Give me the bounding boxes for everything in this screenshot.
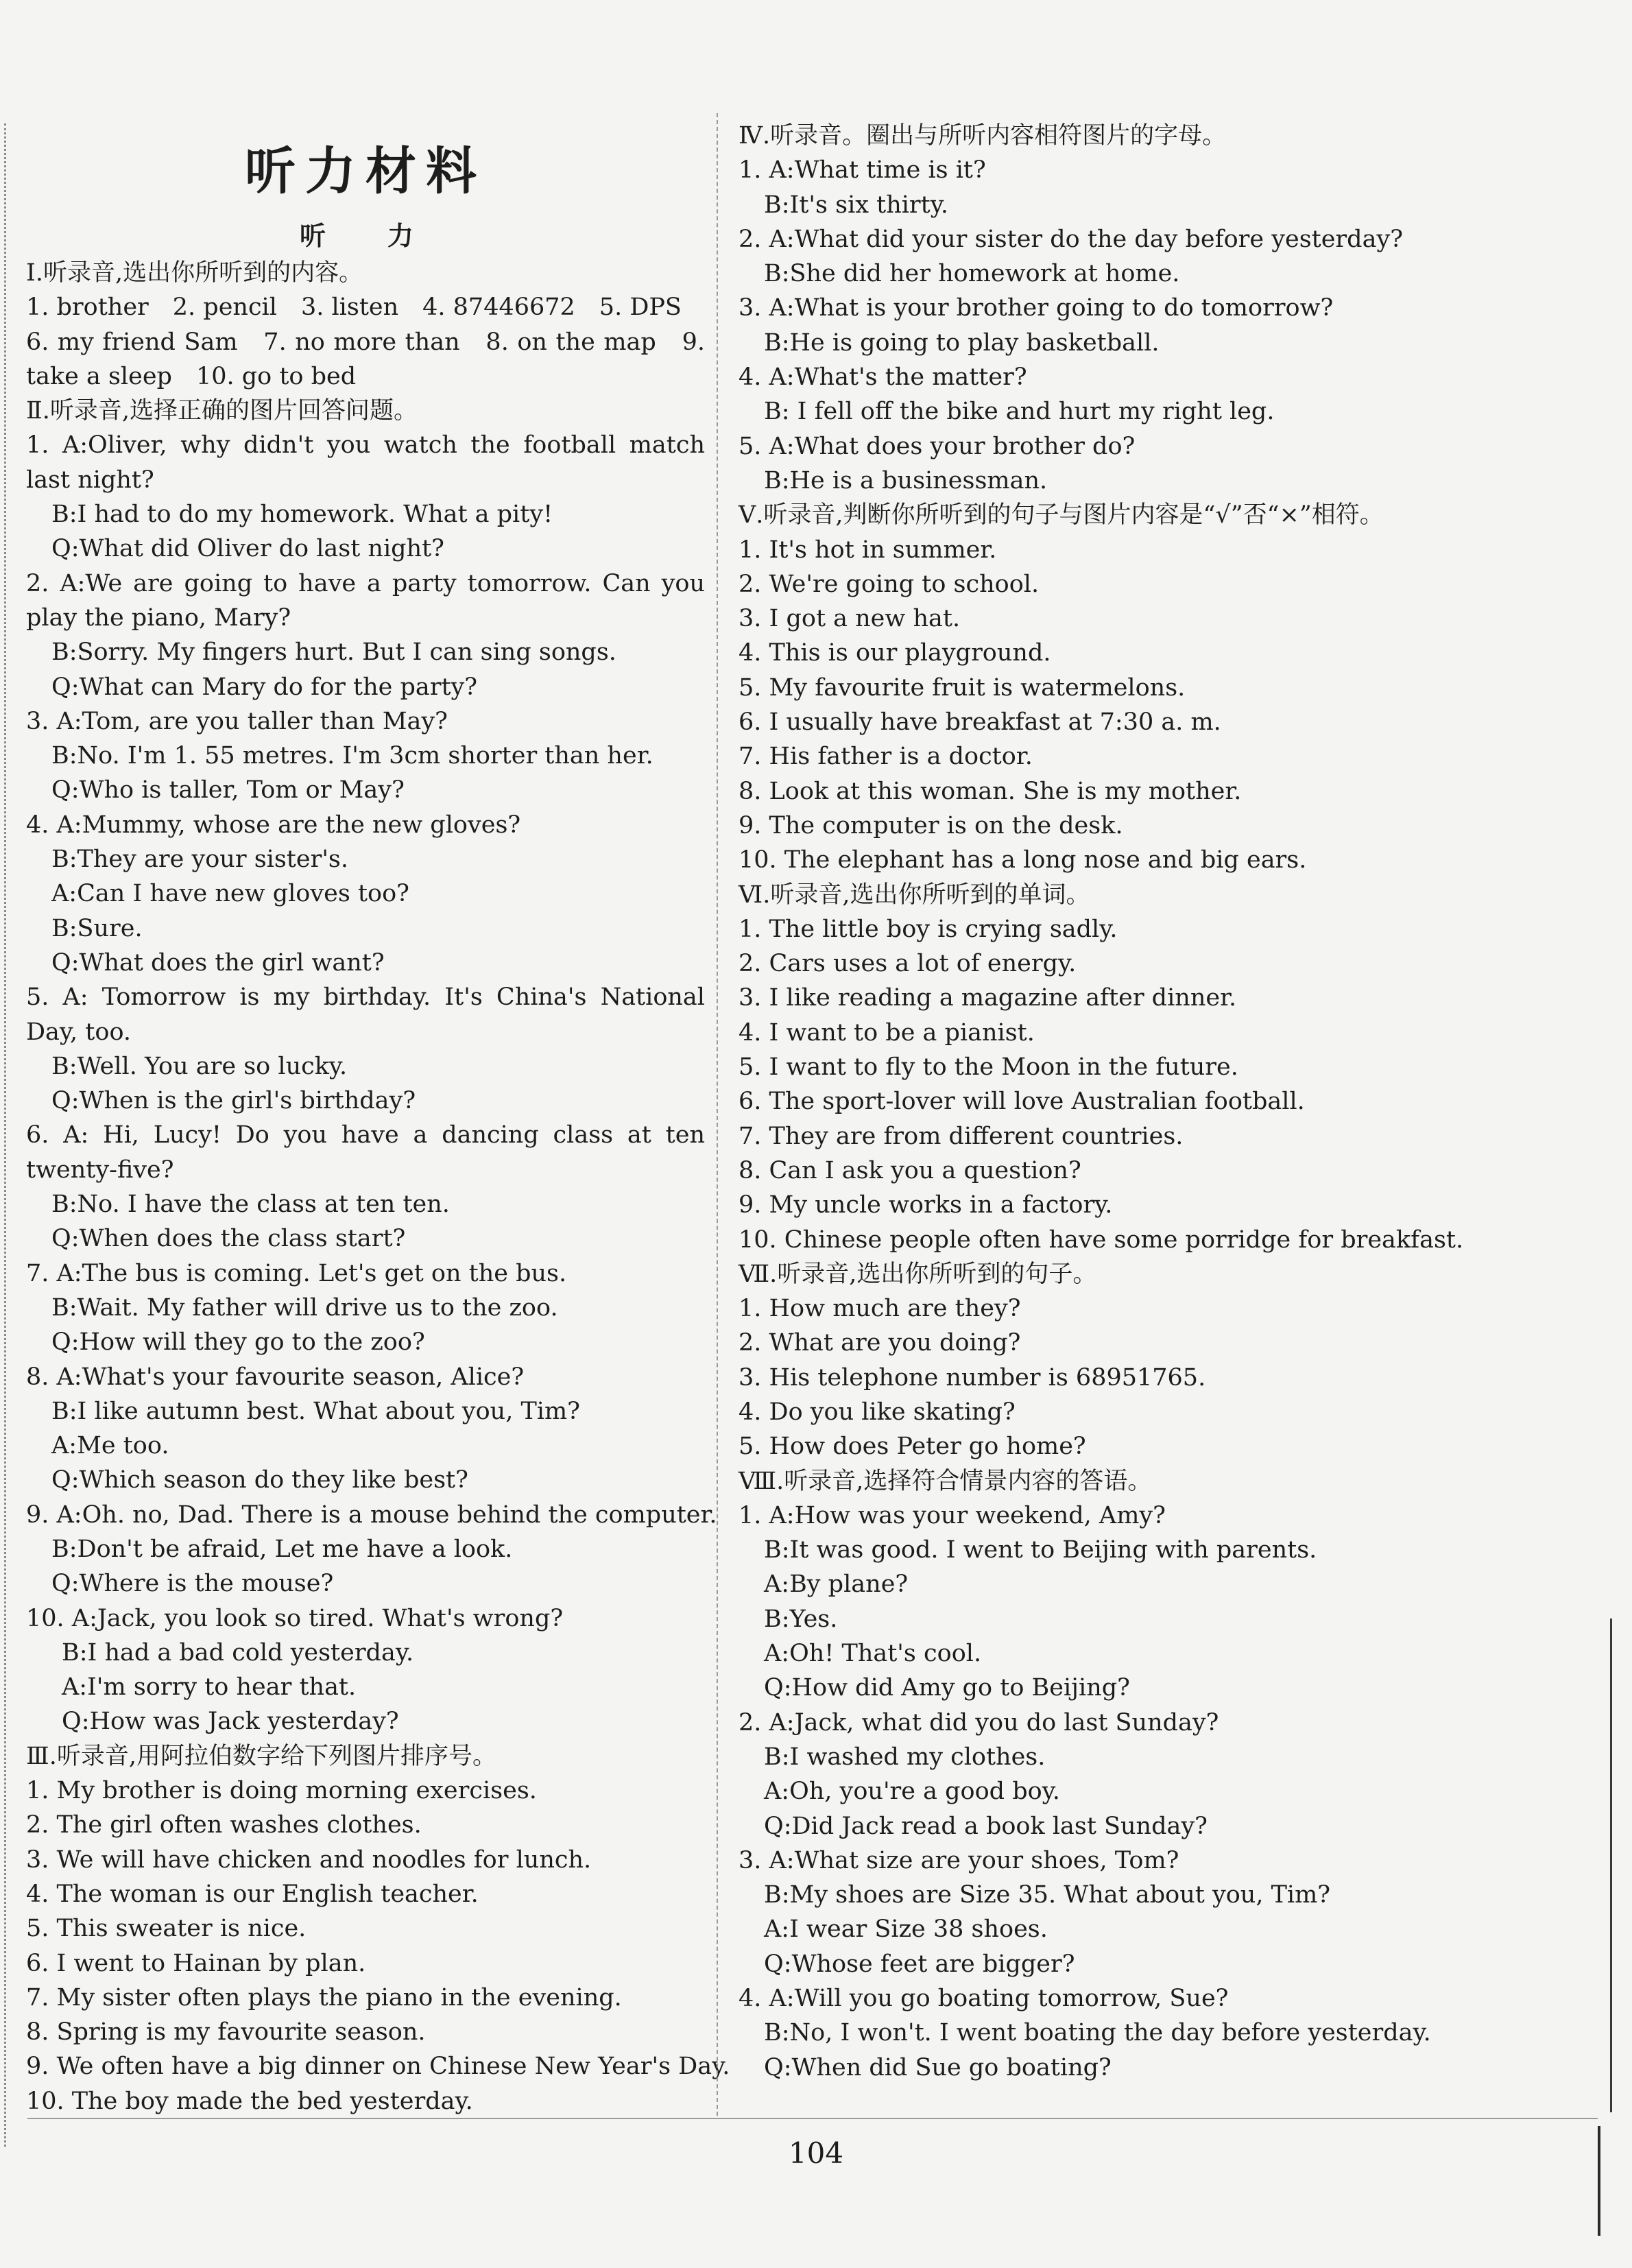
text-line: 7. They are from different countries. xyxy=(739,1122,1184,1150)
text-line: 2. A:Jack, what did you do last Sunday? xyxy=(739,1708,1219,1736)
text-line: 2. A:We are going to have a party tomorrow. Can you play the piano, Mary? xyxy=(26,569,705,632)
text-line: B:Wait. My father will drive us to the zoo. xyxy=(51,1293,558,1322)
text-line: 3. His telephone number is 68951765. xyxy=(739,1363,1206,1392)
text-line: 3. We will have chicken and noodles for lunch. xyxy=(26,1846,592,1874)
text-line: B:I like autumn best. What about you, Tim? xyxy=(51,1397,580,1425)
text-line: B:No. I have the class at ten ten. xyxy=(51,1191,450,1219)
text-line: B:He is going to play basketball. xyxy=(764,329,1160,357)
text-line: B: I fell off the bike and hurt my right leg. xyxy=(764,398,1275,426)
text-line: A:By plane? xyxy=(764,1571,909,1599)
text-line: Q:When does the class start? xyxy=(51,1225,406,1253)
page-title: 听力材料 xyxy=(245,142,486,201)
text-line: 1. How much are they? xyxy=(739,1295,1021,1323)
text-line: Q:When is the girl's birthday? xyxy=(51,1087,416,1115)
text-line: A:Me too. xyxy=(51,1432,169,1460)
text-line: 6. A: Hi, Lucy! Do you have a dancing class at ten twenty-five? xyxy=(26,1121,705,1184)
text-line: B:Don't be afraid, Let me have a look. xyxy=(51,1535,513,1563)
text-line: B:Sorry. My fingers hurt. But I can sing songs. xyxy=(51,638,616,667)
text-line: 8. Spring is my favourite season. xyxy=(26,2018,426,2046)
text-line: 9. A:Oh. no, Dad. There is a mouse behind the computer. xyxy=(26,1501,717,1529)
binding-margin-dots xyxy=(4,123,6,2147)
text-line: B:Well. You are so lucky. xyxy=(51,1052,348,1080)
right-column xyxy=(739,0,1464,2085)
text-line: 4. A:Mummy, whose are the new gloves? xyxy=(26,811,521,839)
text-line: 7. My sister often plays the piano in the evening. xyxy=(26,1983,622,2012)
bottom-rule xyxy=(27,2118,1598,2119)
text-line: Q:Did Jack read a book last Sunday? xyxy=(764,1812,1208,1840)
text-line: 2. A:What did your sister do the day before yesterday? xyxy=(739,225,1403,253)
text-line: 3. A:What is your brother going to do tomorrow? xyxy=(739,294,1334,322)
text-line: 9. My uncle works in a factory. xyxy=(739,1191,1113,1219)
page-number: 104 xyxy=(788,2136,844,2170)
text-line: 6. I usually have breakfast at 7:30 a. m. xyxy=(739,708,1221,737)
text-line: Q:How was Jack yesterday? xyxy=(62,1708,399,1736)
text-line: Ⅰ.听录音,选出你所听到的内容。 xyxy=(26,259,363,287)
text-line: A:Oh! That's cool. xyxy=(764,1640,982,1668)
text-line: 8. Can I ask you a question? xyxy=(739,1156,1081,1184)
text-line: 1. My brother is doing morning exercises. xyxy=(26,1777,537,1805)
text-line: 10. The boy made the bed yesterday. xyxy=(26,2087,473,2115)
text-line: Ⅱ.听录音,选择正确的图片回答问题。 xyxy=(26,397,418,425)
text-line: A:I wear Size 38 shoes. xyxy=(764,1915,1048,1944)
text-line: 4. The woman is our English teacher. xyxy=(26,1880,479,1908)
text-line: 3. A:Tom, are you taller than May? xyxy=(26,707,448,735)
text-line: Q:What did Oliver do last night? xyxy=(51,535,444,563)
text-line: 10. A:Jack, you look so tired. What's wrong? xyxy=(26,1604,564,1632)
text-line: Ⅷ.听录音,选择符合情景内容的答语。 xyxy=(739,1467,1152,1495)
text-line: 1. A:Oliver, why didn't you watch the football match last night? xyxy=(26,431,705,494)
text-line: 9. The computer is on the desk. xyxy=(739,811,1123,839)
text-line: B:My shoes are Size 35. What about you, Tim? xyxy=(764,1881,1331,1909)
text-line: 5. How does Peter go home? xyxy=(739,1433,1086,1461)
text-line: Ⅳ.听录音。圈出与所听内容相符图片的字母。 xyxy=(739,122,1227,150)
text-line: 5. A: Tomorrow is my birthday. It's China's National Day, too. xyxy=(26,983,705,1046)
text-line: 5. This sweater is nice. xyxy=(26,1915,307,1943)
right-column-lines xyxy=(739,119,1464,2085)
text-line: Ⅵ.听录音,选出你所听到的单词。 xyxy=(739,881,1090,909)
left-column-lines xyxy=(26,256,730,2118)
text-line: 7. His father is a doctor. xyxy=(739,743,1033,771)
text-line: 5. I want to fly to the Moon in the future. xyxy=(739,1053,1238,1082)
text-line: 6. I went to Hainan by plan. xyxy=(26,1949,366,1977)
text-line: 2. We're going to school. xyxy=(739,570,1040,598)
text-line: 1. brother 2. pencil 3. listen 4. 87446672 5. DPS xyxy=(26,294,682,322)
text-line: A:I'm sorry to hear that. xyxy=(62,1673,357,1702)
scan-edge-mark xyxy=(1598,2126,1600,2236)
text-line: 4. A:What's the matter? xyxy=(739,363,1027,392)
text-line: 4. This is our playground. xyxy=(739,639,1051,667)
text-line: 10. Chinese people often have some porridge for breakfast. xyxy=(739,1226,1464,1254)
text-line: B:I had to do my homework. What a pity! xyxy=(51,501,553,529)
text-line: Q:Where is the mouse? xyxy=(51,1570,334,1598)
text-line: 9. We often have a big dinner on Chinese New Year's Day. xyxy=(26,2053,730,2081)
text-line: B:He is a businessman. xyxy=(764,466,1048,494)
text-line: B:No. I'm 1. 55 metres. I'm 3cm shorter than her. xyxy=(51,742,653,770)
text-line: Q:Whose feet are bigger? xyxy=(764,1950,1075,1978)
text-line: 4. Do you like skating? xyxy=(739,1398,1016,1426)
text-line: 2. Cars uses a lot of energy. xyxy=(739,950,1077,978)
text-line: 1. It's hot in summer. xyxy=(739,536,997,564)
text-line: B:Yes. xyxy=(764,1605,838,1633)
text-line: A:Can I have new gloves too? xyxy=(51,880,409,908)
text-line: 10. The elephant has a long nose and big ears. xyxy=(739,846,1307,874)
text-line: 6. my friend Sam 7. no more than 8. on the map 9. take a sleep 10. go to bed xyxy=(26,328,705,390)
text-line: 4. I want to be a pianist. xyxy=(739,1018,1035,1047)
text-line: 2. The girl often washes clothes. xyxy=(26,1811,422,1839)
text-line: Q:Which season do they like best? xyxy=(51,1466,468,1494)
text-line: 7. A:The bus is coming. Let's get on the bus. xyxy=(26,1259,567,1287)
text-line: B:Sure. xyxy=(51,914,143,942)
text-line: 6. The sport-lover will love Australian football. xyxy=(739,1088,1305,1116)
text-line: A:Oh, you're a good boy. xyxy=(764,1778,1060,1806)
text-line: 8. A:What's your favourite season, Alice? xyxy=(26,1363,525,1391)
text-line: Q:What does the girl want? xyxy=(51,948,385,977)
text-line: 1. A:What time is it? xyxy=(739,156,986,184)
text-line: B:I had a bad cold yesterday. xyxy=(62,1638,414,1667)
text-line: Q:What can Mary do for the party? xyxy=(51,673,478,701)
text-line: B:No, I won't. I went boating the day before yesterday. xyxy=(764,2019,1431,2047)
text-line: Ⅴ.听录音,判断你所听到的句子与图片内容是“√”否“×”相符。 xyxy=(739,501,1384,529)
text-line: 1. A:How was your weekend, Amy? xyxy=(739,1501,1166,1529)
text-line: Q:How did Amy go to Beijing? xyxy=(764,1674,1130,1702)
text-line: 2. What are you doing? xyxy=(739,1329,1021,1357)
text-line: 5. A:What does your brother do? xyxy=(739,432,1136,460)
text-line: B:It's six thirty. xyxy=(764,191,948,219)
text-line: 3. I like reading a magazine after dinner. xyxy=(739,984,1237,1012)
text-line: 3. I got a new hat. xyxy=(739,605,961,633)
text-line: B:She did her homework at home. xyxy=(764,260,1180,288)
text-line: Q:Who is taller, Tom or May? xyxy=(51,776,405,804)
text-line: 3. A:What size are your shoes, Tom? xyxy=(739,1846,1179,1874)
column-divider xyxy=(717,113,718,2116)
text-line: Ⅲ.听录音,用阿拉伯数字给下列图片排序号。 xyxy=(26,1742,497,1770)
text-line: 5. My favourite fruit is watermelons. xyxy=(739,673,1186,702)
text-line: Q:How will they go to the zoo? xyxy=(51,1328,425,1357)
text-line: B:It was good. I went to Beijing with parents. xyxy=(764,1536,1317,1564)
text-line: Q:When did Sue go boating? xyxy=(764,2053,1112,2081)
section-subtitle: 听 力 xyxy=(299,220,431,251)
text-line: 1. The little boy is crying sadly. xyxy=(739,915,1118,943)
scan-edge-mark xyxy=(1610,1619,1612,2112)
text-line: Ⅶ.听录音,选出你所听到的句子。 xyxy=(739,1260,1097,1288)
left-column xyxy=(26,0,730,2118)
text-line: B:I washed my clothes. xyxy=(764,1743,1046,1771)
text-line: 4. A:Will you go boating tomorrow, Sue? xyxy=(739,1985,1229,2013)
text-line: 8. Look at this woman. She is my mother. xyxy=(739,777,1242,805)
text-line: B:They are your sister's. xyxy=(51,846,349,874)
